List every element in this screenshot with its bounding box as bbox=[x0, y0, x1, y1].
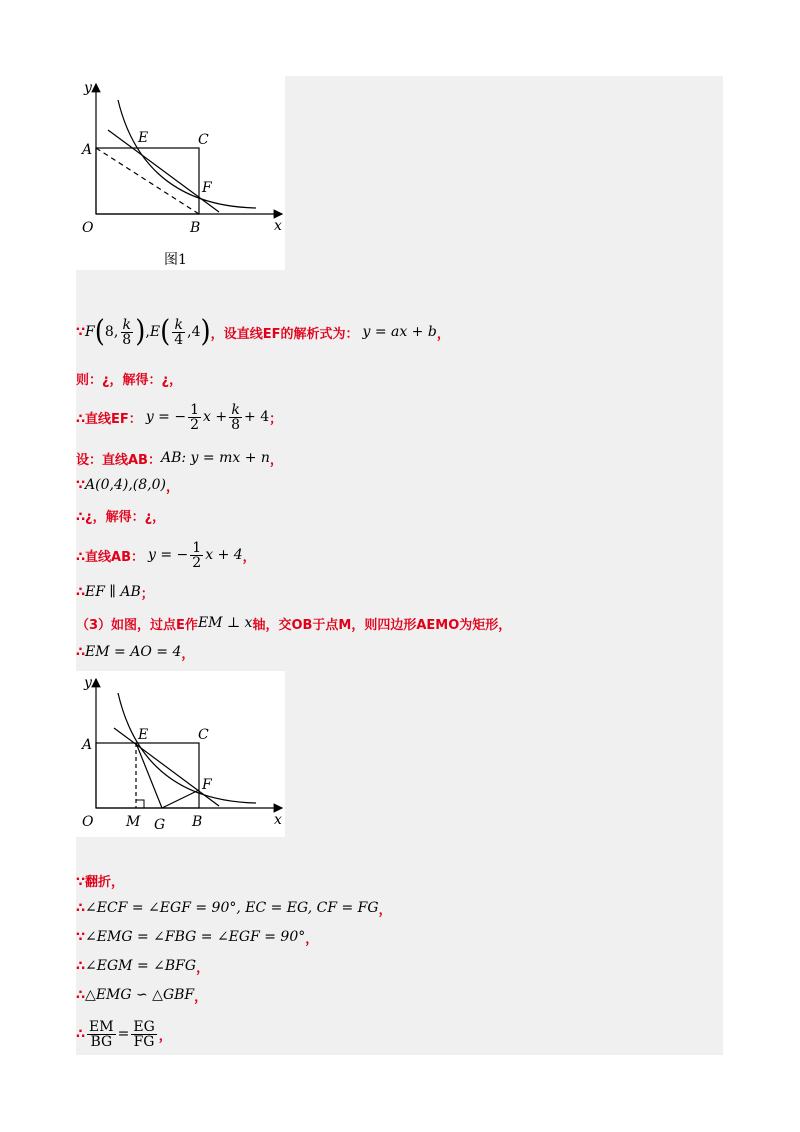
comma: ， bbox=[194, 989, 208, 1005]
therefore-symbol: ∴ bbox=[76, 987, 86, 1003]
line-8 bbox=[76, 580, 154, 604]
label-C: C bbox=[198, 727, 209, 743]
text: （3）如图，过点E作 bbox=[76, 617, 198, 633]
label-O: O bbox=[82, 220, 94, 236]
paren: ( bbox=[160, 314, 171, 350]
label-A: A bbox=[82, 737, 93, 753]
figure-1-diagram bbox=[76, 76, 285, 270]
label-M: M bbox=[126, 814, 141, 830]
line-3 bbox=[76, 399, 282, 435]
denominator: 8 bbox=[231, 416, 241, 433]
denominator: FG bbox=[133, 1033, 155, 1050]
line-14 bbox=[76, 954, 209, 978]
line-7 bbox=[76, 537, 256, 573]
eq-part: y = − bbox=[148, 547, 189, 563]
text: 轴，交OB于点M，则四边形AEMO为矩形， bbox=[252, 617, 512, 633]
text: ∴直线EF： bbox=[76, 411, 142, 427]
comma: , bbox=[113, 324, 119, 340]
equation: ∠EMG = ∠FBG = ∠EGF = 90° bbox=[85, 929, 306, 945]
label-A: A bbox=[82, 142, 93, 158]
figure-2-diagram bbox=[76, 671, 285, 837]
label-B: B bbox=[190, 220, 201, 236]
hyperbola-curve bbox=[118, 100, 256, 208]
comma: ， bbox=[242, 549, 256, 565]
line-11 bbox=[76, 868, 124, 892]
F-x: 8 bbox=[104, 324, 114, 340]
line-1 bbox=[76, 315, 450, 349]
because-symbol: ∵ bbox=[76, 324, 86, 340]
numerator: 1 bbox=[190, 401, 200, 418]
therefore-symbol: ∴ bbox=[76, 644, 86, 660]
eq-part: y = − bbox=[145, 409, 187, 425]
paren: ( bbox=[94, 314, 105, 350]
therefore-symbol: ∴ bbox=[76, 958, 86, 974]
equation: ∠ECF = ∠EGF = 90°, EC = EG, CF = FG bbox=[85, 900, 379, 916]
comma: ， bbox=[158, 1028, 172, 1044]
equation: EF ∥ AB bbox=[85, 584, 141, 600]
equation: A(0,4),(8,0) bbox=[85, 477, 166, 493]
text: 则：¿，解得：¿， bbox=[76, 372, 183, 388]
label-B: B bbox=[192, 814, 203, 830]
numerator: k bbox=[231, 401, 240, 418]
label-x: x bbox=[274, 812, 282, 828]
label-y: y bbox=[84, 675, 92, 691]
because-symbol: ∵ bbox=[76, 929, 86, 945]
numerator: k bbox=[122, 316, 131, 333]
line-6 bbox=[76, 503, 165, 527]
line-16 bbox=[76, 1015, 172, 1053]
eq-part: x + 4 bbox=[205, 547, 243, 563]
numerator: k bbox=[174, 316, 183, 333]
fraction-EG-FG bbox=[131, 1020, 156, 1049]
semicolon: ； bbox=[140, 586, 154, 602]
comma: ， bbox=[436, 326, 450, 342]
fraction-1-2 bbox=[190, 541, 203, 570]
label-G: G bbox=[154, 817, 166, 833]
comma: ， bbox=[269, 452, 283, 468]
label-F: F bbox=[202, 180, 212, 196]
line-9 bbox=[76, 611, 511, 635]
label-y: y bbox=[84, 80, 92, 96]
label-C: C bbox=[198, 132, 209, 148]
background-panel-right bbox=[285, 76, 723, 270]
label-E: E bbox=[138, 727, 149, 743]
eq-part: + 4 bbox=[244, 409, 270, 425]
comma: ， bbox=[210, 326, 224, 342]
numerator: EG bbox=[133, 1018, 155, 1035]
paren: ) bbox=[135, 314, 146, 350]
line-2 bbox=[76, 366, 182, 390]
line-EG bbox=[136, 743, 162, 808]
fraction-EM-BG bbox=[87, 1020, 116, 1049]
right-angle-mark bbox=[136, 800, 144, 808]
because-symbol: ∵ bbox=[76, 477, 86, 493]
eq-part: x + bbox=[203, 409, 228, 425]
comma: ， bbox=[305, 931, 319, 947]
text: ∴¿，解得：¿， bbox=[76, 509, 166, 525]
text: 设直线EF的解析式为： bbox=[223, 326, 359, 342]
label-F: F bbox=[202, 777, 212, 793]
line-13 bbox=[76, 925, 318, 949]
paren: ) bbox=[200, 314, 211, 350]
point-E: E bbox=[149, 324, 161, 340]
line-4 bbox=[76, 446, 283, 470]
fraction-k-8 bbox=[229, 403, 242, 432]
text: ∴直线AB： bbox=[76, 549, 145, 565]
figure-2 bbox=[76, 671, 285, 837]
denominator: 2 bbox=[192, 554, 202, 571]
therefore-symbol: ∴ bbox=[76, 900, 86, 916]
equation: ∠EGM = ∠BFG bbox=[85, 958, 197, 974]
label-E: E bbox=[138, 130, 149, 146]
line-15 bbox=[76, 983, 207, 1007]
equation: EM = AO = 4 bbox=[85, 644, 182, 660]
equation: AB: y = mx + n bbox=[160, 450, 270, 466]
denominator: 8 bbox=[122, 331, 132, 348]
equation: y = ax + b bbox=[362, 324, 437, 340]
comma: ， bbox=[165, 479, 179, 495]
line-10 bbox=[76, 640, 194, 664]
equation: △EMG ∽ △GBF bbox=[85, 987, 195, 1003]
comma: , bbox=[145, 324, 150, 340]
numerator: EM bbox=[89, 1018, 114, 1035]
equation: EM ⊥ x bbox=[197, 615, 253, 631]
label-O: O bbox=[82, 814, 94, 830]
equals: = bbox=[117, 1026, 130, 1042]
semicolon: ； bbox=[269, 411, 283, 427]
figure-1-caption: 图1 bbox=[164, 252, 187, 268]
comma: ， bbox=[378, 902, 392, 918]
text: 设：直线AB： bbox=[76, 452, 161, 468]
hyperbola-curve bbox=[118, 693, 256, 803]
line-GF bbox=[162, 790, 199, 808]
point-F: F bbox=[85, 324, 95, 340]
line-5 bbox=[76, 473, 179, 497]
text: ∵翻折， bbox=[76, 874, 125, 890]
denominator: BG bbox=[90, 1033, 113, 1050]
label-x: x bbox=[274, 218, 282, 234]
fraction-k-4 bbox=[172, 318, 185, 347]
comma: , bbox=[187, 324, 192, 340]
comma: ， bbox=[181, 646, 195, 662]
denominator: 2 bbox=[190, 416, 200, 433]
E-y: 4 bbox=[191, 324, 201, 340]
comma: ， bbox=[196, 960, 210, 976]
fraction-1-2 bbox=[188, 403, 201, 432]
therefore-symbol: ∴ bbox=[76, 584, 86, 600]
line-AB-dashed bbox=[96, 148, 199, 214]
fraction-k-8 bbox=[120, 318, 133, 347]
numerator: 1 bbox=[192, 539, 202, 556]
line-12 bbox=[76, 896, 392, 920]
denominator: 4 bbox=[174, 331, 184, 348]
figure-1 bbox=[76, 76, 285, 270]
therefore-symbol: ∴ bbox=[76, 1026, 86, 1042]
